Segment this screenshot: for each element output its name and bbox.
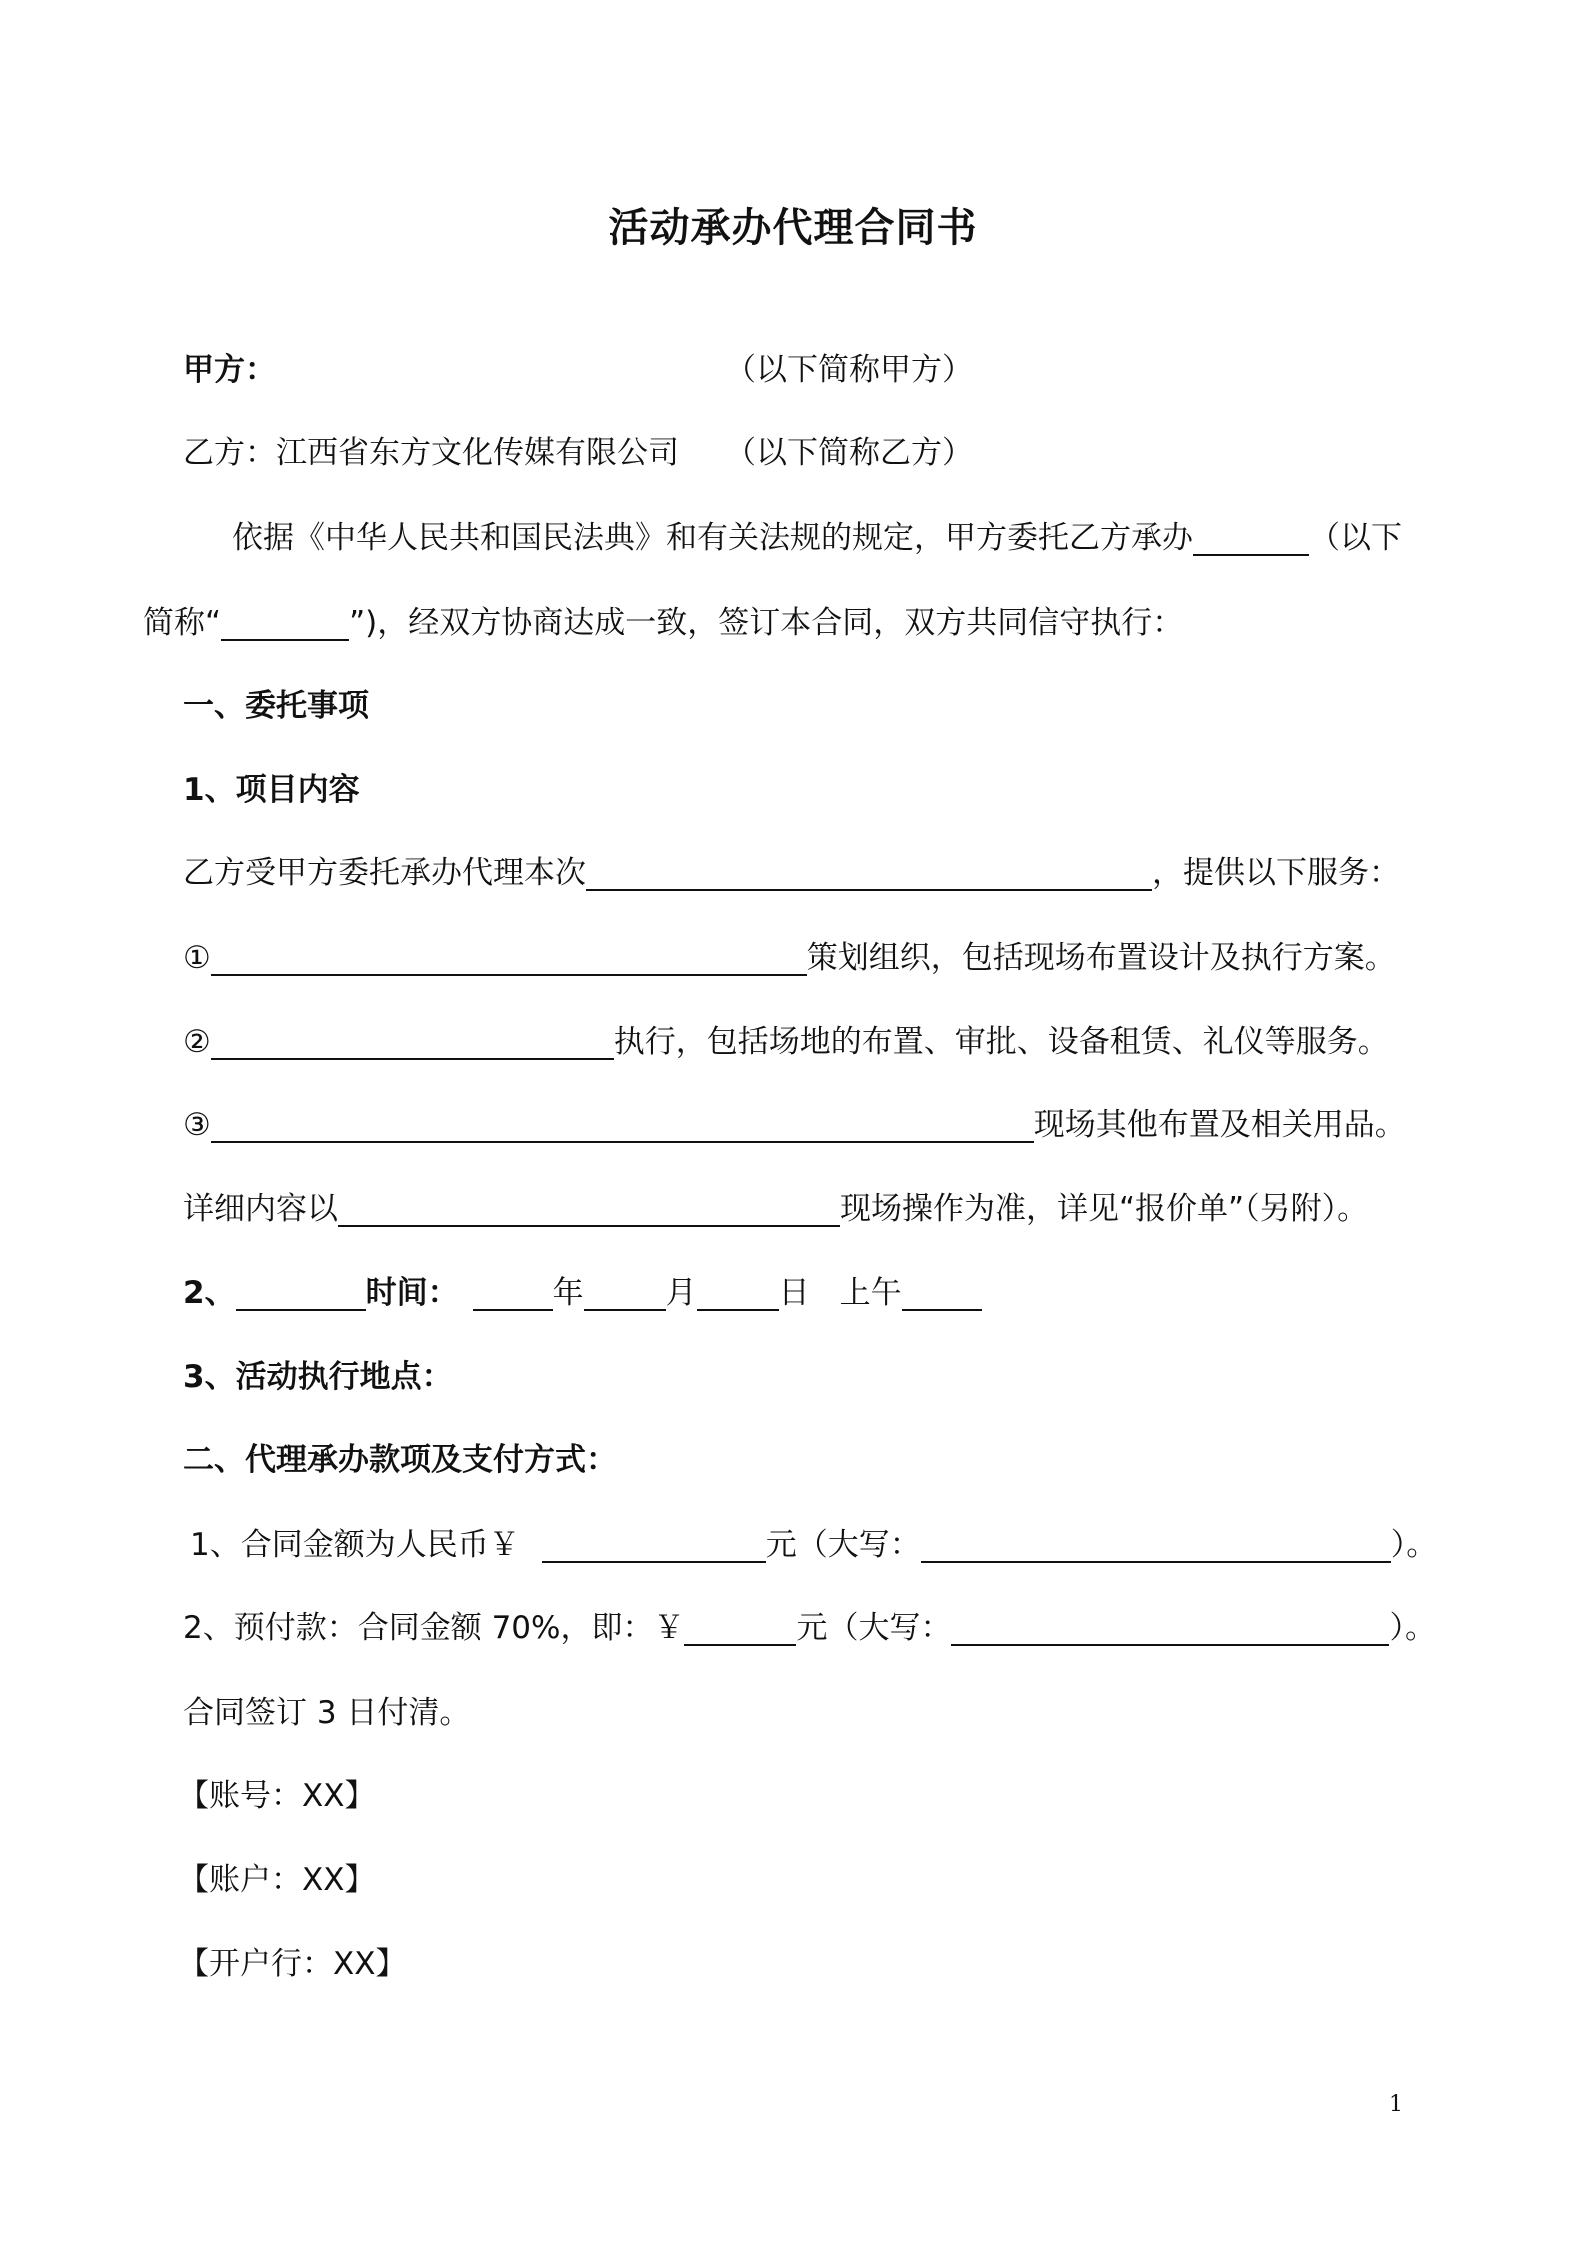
party-a-line [183,347,1436,393]
am-label: 上午 [839,1275,902,1311]
party-b-name: 江西省东方文化传媒有限公司 [276,435,679,471]
party-b-line [183,430,1436,476]
document-title: 活动承办代理合同书 [608,205,978,251]
page-number: 1 [1389,2092,1403,2117]
intro-text-1: 依据《中华人民共和国民法典》和有关法规的规定，甲方委托乙方承办 [232,520,1193,556]
service-2-line [183,1019,1436,1065]
contract-amount-text-a: 1、合同金额为人民币￥ [190,1527,520,1563]
service-intro-text-b: ，提供以下服务： [1152,855,1400,891]
settlement-line: 合同签订 3 日付清。 [183,1695,471,1731]
bank-name: 【开户行：XX】 [178,1946,407,1982]
am-time-blank [902,1271,982,1311]
item-1-heading: 1、项目内容 [183,772,360,808]
service-intro-text-a: 乙方受甲方委托承办代理本次 [183,855,586,891]
intro-text-2: （以下 [1309,520,1402,556]
section-1-heading: 一、委托事项 [183,688,369,724]
intro-text-3: 简称“ [143,605,222,641]
party-a-suffix: （以下简称甲方） [725,352,973,388]
service-3-text: 现场其他布置及相关用品。 [1033,1107,1406,1143]
contract-amount-blank [542,1523,766,1563]
party-b-label: 乙方： [183,435,276,471]
prepayment-text-c: ）。 [1389,1610,1436,1646]
item-2-time-label: 时间： [365,1275,459,1311]
short-name-blank [221,601,349,641]
prepayment-text-a: 2、预付款：合同金额 70%，即：￥ [183,1610,685,1646]
contract-amount-words-blank [921,1523,1391,1563]
contract-amount-line [190,1522,1436,1568]
service-3-mark: ③ [183,1107,211,1143]
service-intro-line [183,850,1436,896]
party-b-suffix: （以下简称乙方） [725,435,973,471]
service-2-text: 执行，包括场地的布置、审批、设备租赁、礼仪等服务。 [613,1024,1389,1060]
project-name-blank [586,851,1152,891]
prepayment-text-b: 元（大写： [796,1610,952,1646]
detail-blank [338,1187,840,1227]
intro-line-1 [232,515,1436,561]
service-1-mark: ① [183,940,211,976]
prepayment-line [183,1605,1436,1651]
section-2-heading: 二、代理承办款项及支付方式： [183,1442,617,1478]
prepayment-amount-blank [684,1606,796,1646]
day-label: 日 [778,1275,810,1311]
month-label: 月 [665,1275,697,1311]
service-1-text: 策划组织，包括现场布置设计及执行方案。 [806,940,1396,976]
month-blank [584,1271,666,1311]
item-2-time-line [183,1270,1436,1316]
contract-amount-text-c: ）。 [1390,1527,1438,1563]
prepayment-words-blank [951,1606,1389,1646]
year-label: 年 [552,1275,584,1311]
detail-text-b: 现场操作为准，详见“报价单”（另附）。 [840,1191,1369,1227]
service-3-blank [211,1103,1034,1143]
service-1-blank [211,936,807,976]
event-name-blank [236,1271,366,1311]
item-2-number: 2、 [183,1275,236,1311]
service-3-line [183,1102,1436,1148]
intro-line-2 [143,600,1436,646]
detail-line [183,1186,1436,1232]
item-3-location: 3、活动执行地点： [183,1359,453,1395]
delegated-item-blank [1193,516,1309,556]
contract-amount-text-b: 元（大写： [765,1527,921,1563]
service-2-mark: ② [183,1024,211,1060]
year-blank [473,1271,553,1311]
service-2-blank [211,1020,614,1060]
day-blank [697,1271,779,1311]
service-1-line [183,935,1436,981]
party-a-label: 甲方： [183,352,276,388]
account-number: 【账号：XX】 [178,1778,376,1814]
detail-text-a: 详细内容以 [183,1191,338,1227]
intro-text-4: ”)，经双方协商达成一致，签订本合同，双方共同信守执行： [349,605,1184,641]
account-name: 【账户：XX】 [178,1862,376,1898]
